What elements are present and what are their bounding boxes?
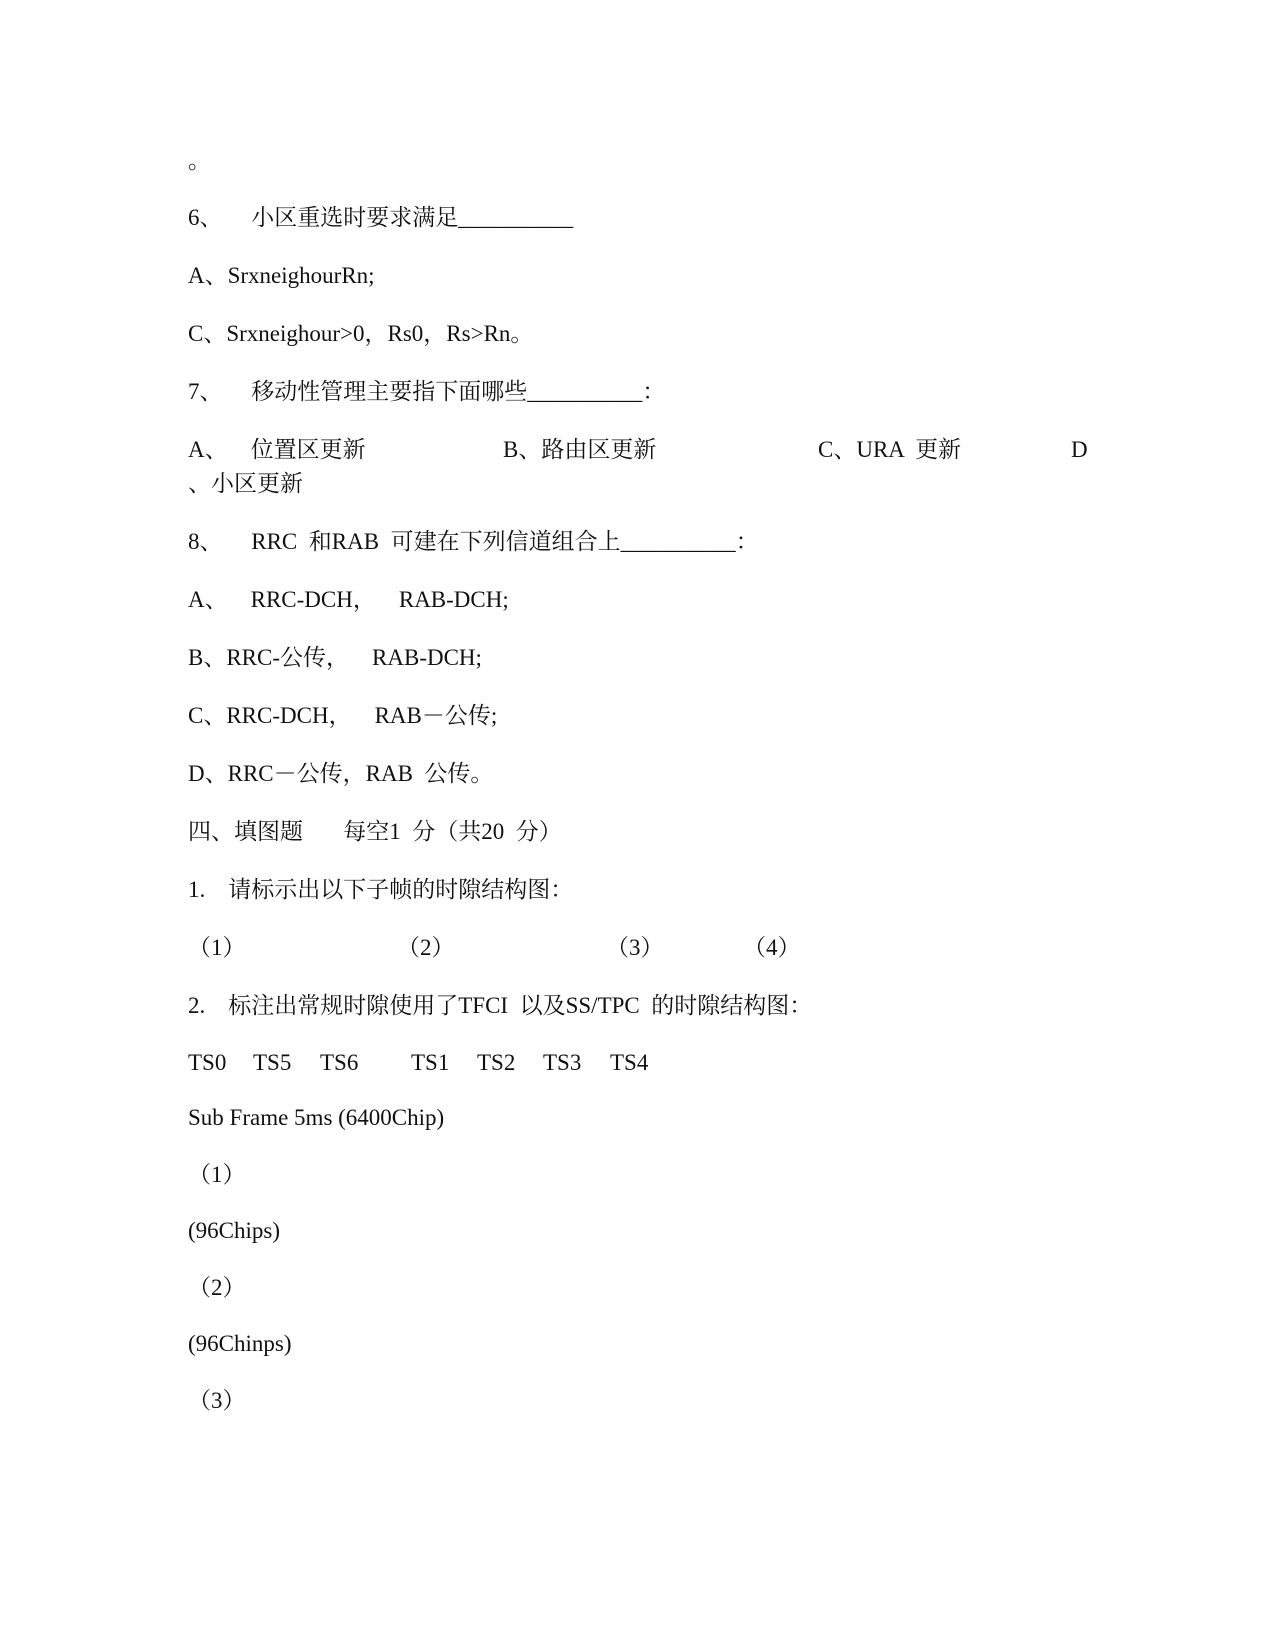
- subframe-label: Sub Frame 5ms (6400Chip): [188, 1105, 445, 1130]
- question-8-option-d: D、RRC－公传，RAB 公传。: [188, 761, 494, 786]
- timeslot-label: TS4: [610, 1050, 649, 1075]
- question-6-option-c: C、Srxneighour>0，Rs0，Rs>Rn。: [188, 321, 534, 346]
- timeslot-label: TS5: [253, 1050, 292, 1075]
- question-6-stem: 6、 小区重选时要求满足__________: [188, 205, 574, 230]
- diagram-label-1: （1）: [188, 1162, 246, 1187]
- section-4-question-1: 1. 请标示出以下子帧的时隙结构图：: [188, 877, 574, 902]
- question-8-stem: 8、 RRC 和RAB 可建在下列信道组合上__________：: [188, 529, 759, 554]
- blank-label-3: （3）: [606, 935, 664, 960]
- question-7-option-a: A、 位置区更新: [188, 437, 366, 462]
- chips-label-1: (96Chips): [188, 1218, 280, 1243]
- question-8-option-b: B、RRC-公传， RAB-DCH;: [188, 645, 482, 670]
- blank-label-1: （1）: [188, 935, 246, 960]
- question-7-stem: 7、 移动性管理主要指下面哪些__________：: [188, 379, 666, 404]
- section-4-question-2: 2. 标注出常规时隙使用了TFCI 以及SS/TPC 的时隙结构图：: [188, 993, 813, 1018]
- timeslot-label: TS2: [477, 1050, 516, 1075]
- top-mark: 。: [188, 148, 211, 173]
- question-6-option-a: A、SrxneighourRn;: [188, 263, 375, 288]
- diagram-label-2: （2）: [188, 1275, 246, 1300]
- section-4-heading: 四、填图题 每空1 分（共20 分）: [188, 819, 562, 844]
- chips-label-2: (96Chinps): [188, 1331, 292, 1356]
- timeslot-label: TS3: [543, 1050, 582, 1075]
- timeslot-label: TS6: [320, 1050, 359, 1075]
- timeslot-label: TS0: [188, 1050, 227, 1075]
- blank-label-4: （4）: [743, 935, 801, 960]
- question-7-option-d-tail: 、小区更新: [188, 471, 303, 496]
- diagram-label-3: （3）: [188, 1388, 246, 1413]
- question-8-option-c: C、RRC-DCH， RAB－公传;: [188, 703, 498, 728]
- question-8-option-a: A、 RRC-DCH， RAB-DCH;: [188, 587, 509, 612]
- question-7-option-c: C、URA 更新: [818, 437, 962, 462]
- question-7-option-d-head: D: [1071, 437, 1088, 462]
- blank-label-2: （2）: [397, 935, 455, 960]
- question-7-option-b: B、路由区更新: [503, 437, 657, 462]
- timeslot-label: TS1: [411, 1050, 450, 1075]
